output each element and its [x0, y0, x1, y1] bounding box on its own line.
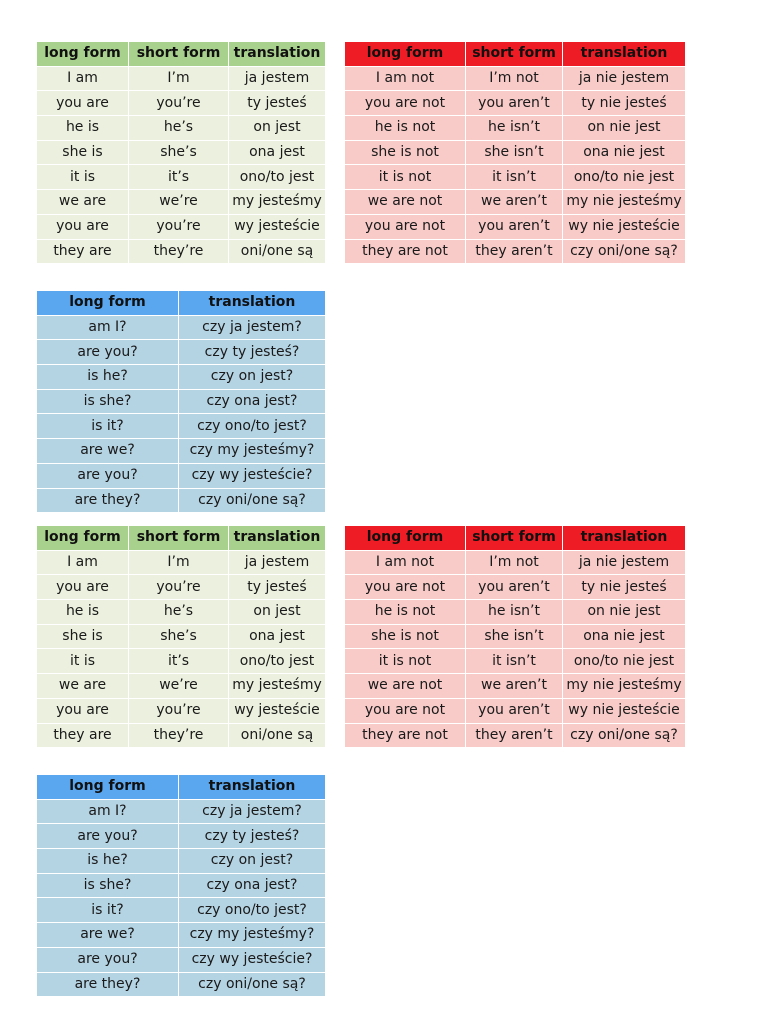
cell-translation: ty jesteś [229, 575, 326, 600]
cell-long-form: he is [37, 600, 129, 625]
cell-long-form: are we? [37, 923, 179, 948]
table-row [345, 214, 686, 239]
cell-short-form: I’m [129, 66, 229, 91]
table-row [37, 340, 326, 365]
cell-short-form: it isn’t [466, 649, 563, 674]
cell-short-form: she’s [129, 624, 229, 649]
cell-translation: czy wy jesteście? [179, 947, 326, 972]
cell-long-form: he is [37, 116, 129, 141]
table-row [345, 624, 686, 649]
cell-translation: oni/one są [229, 723, 326, 748]
header-short-form: short form [129, 42, 229, 67]
cell-translation: czy ty jesteś? [179, 340, 326, 365]
header-translation: translation [229, 526, 326, 551]
question-forms-table [36, 774, 326, 997]
cell-long-form: is it? [37, 898, 179, 923]
cell-long-form: am I? [37, 315, 179, 340]
header-translation: translation [229, 42, 326, 67]
header-long-form: long form [37, 42, 129, 67]
cell-long-form: is she? [37, 873, 179, 898]
table-row [345, 116, 686, 141]
cell-translation: on jest [229, 600, 326, 625]
cell-long-form: she is [37, 140, 129, 165]
cell-translation: wy nie jesteście [563, 698, 686, 723]
table-row [345, 698, 686, 723]
cell-long-form: are we? [37, 439, 179, 464]
cell-long-form: we are not [345, 674, 466, 699]
table-row [37, 649, 326, 674]
cell-long-form: are they? [37, 488, 179, 513]
cell-long-form: it is [37, 165, 129, 190]
cell-long-form: you are not [345, 698, 466, 723]
cell-translation: czy on jest? [179, 365, 326, 390]
table-row [37, 923, 326, 948]
table-row [37, 463, 326, 488]
table-row [345, 140, 686, 165]
header-short-form: short form [129, 526, 229, 551]
cell-translation: czy my jesteśmy? [179, 439, 326, 464]
cell-long-form: I am [37, 66, 129, 91]
table-header-row [345, 42, 686, 67]
cell-translation: czy ja jestem? [179, 799, 326, 824]
cell-long-form: we are [37, 674, 129, 699]
cell-translation: czy oni/one są? [179, 972, 326, 997]
cell-short-form: you aren’t [466, 91, 563, 116]
table-row [345, 239, 686, 264]
header-long-form: long form [37, 291, 179, 316]
cell-translation: ty nie jesteś [563, 91, 686, 116]
table-row [37, 414, 326, 439]
cell-translation: ona nie jest [563, 624, 686, 649]
cell-short-form: you’re [129, 698, 229, 723]
table-row [37, 947, 326, 972]
positive-forms-table [36, 525, 326, 748]
cell-long-form: he is not [345, 116, 466, 141]
header-translation: translation [179, 775, 326, 800]
cell-long-form: you are not [345, 91, 466, 116]
cell-short-form: I’m [129, 550, 229, 575]
header-long-form: long form [37, 526, 129, 551]
table-row [345, 723, 686, 748]
table-header-row [37, 42, 326, 67]
cell-long-form: she is not [345, 140, 466, 165]
table-row [37, 66, 326, 91]
cell-long-form: am I? [37, 799, 179, 824]
cell-short-form: I’m not [466, 66, 563, 91]
cell-long-form: you are [37, 91, 129, 116]
table-row [345, 649, 686, 674]
cell-translation: ja nie jestem [563, 66, 686, 91]
cell-translation: ono/to nie jest [563, 649, 686, 674]
cell-translation: czy ono/to jest? [179, 414, 326, 439]
table-row [37, 315, 326, 340]
cell-short-form: it isn’t [466, 165, 563, 190]
cell-short-form: we aren’t [466, 674, 563, 699]
cell-long-form: I am not [345, 550, 466, 575]
cell-translation: on nie jest [563, 116, 686, 141]
cell-short-form: they aren’t [466, 723, 563, 748]
cell-translation: czy ona jest? [179, 873, 326, 898]
cell-long-form: we are [37, 190, 129, 215]
cell-short-form: you aren’t [466, 575, 563, 600]
cell-short-form: it’s [129, 649, 229, 674]
cell-long-form: they are [37, 723, 129, 748]
cell-long-form: is he? [37, 849, 179, 874]
cell-long-form: he is not [345, 600, 466, 625]
table-row [37, 116, 326, 141]
cell-long-form: you are not [345, 214, 466, 239]
header-long-form: long form [345, 526, 466, 551]
cell-translation: on nie jest [563, 600, 686, 625]
cell-long-form: you are not [345, 575, 466, 600]
table-row [37, 898, 326, 923]
table-header-row [345, 526, 686, 551]
cell-long-form: are you? [37, 340, 179, 365]
cell-long-form: is he? [37, 365, 179, 390]
cell-translation: czy wy jesteście? [179, 463, 326, 488]
cell-translation: czy oni/one są? [563, 723, 686, 748]
table-row [37, 624, 326, 649]
table-row [37, 165, 326, 190]
cell-short-form: she isn’t [466, 624, 563, 649]
cell-long-form: we are not [345, 190, 466, 215]
table-row [37, 873, 326, 898]
cell-short-form: you’re [129, 214, 229, 239]
cell-short-form: he isn’t [466, 116, 563, 141]
cell-translation: czy on jest? [179, 849, 326, 874]
cell-translation: czy oni/one są? [179, 488, 326, 513]
cell-short-form: he isn’t [466, 600, 563, 625]
table-row [345, 674, 686, 699]
cell-long-form: they are [37, 239, 129, 264]
table-header-row [37, 526, 326, 551]
cell-long-form: it is not [345, 165, 466, 190]
table-row [37, 91, 326, 116]
cell-short-form: she’s [129, 140, 229, 165]
cell-translation: ono/to jest [229, 649, 326, 674]
cell-long-form: they are not [345, 239, 466, 264]
cell-long-form: she is not [345, 624, 466, 649]
cell-translation: czy ja jestem? [179, 315, 326, 340]
table-row [37, 190, 326, 215]
cell-short-form: you’re [129, 91, 229, 116]
cell-long-form: she is [37, 624, 129, 649]
cell-long-form: I am not [345, 66, 466, 91]
cell-translation: ty jesteś [229, 91, 326, 116]
cell-short-form: it’s [129, 165, 229, 190]
cell-short-form: they aren’t [466, 239, 563, 264]
cell-translation: czy oni/one są? [563, 239, 686, 264]
cell-short-form: he’s [129, 116, 229, 141]
header-short-form: short form [466, 42, 563, 67]
table-row [37, 214, 326, 239]
table-row [37, 575, 326, 600]
cell-translation: ona nie jest [563, 140, 686, 165]
negative-forms-table [344, 525, 686, 748]
cell-translation: wy jesteście [229, 214, 326, 239]
table-row [37, 698, 326, 723]
cell-translation: czy ty jesteś? [179, 824, 326, 849]
table-row [37, 550, 326, 575]
cell-translation: ja jestem [229, 66, 326, 91]
table-row [345, 66, 686, 91]
cell-short-form: we’re [129, 674, 229, 699]
header-translation: translation [563, 526, 686, 551]
cell-long-form: I am [37, 550, 129, 575]
table-row [37, 600, 326, 625]
cell-translation: ona jest [229, 624, 326, 649]
table-header-row [37, 775, 326, 800]
cell-long-form: are you? [37, 463, 179, 488]
cell-short-form: she isn’t [466, 140, 563, 165]
cell-translation: czy ono/to jest? [179, 898, 326, 923]
cell-long-form: are you? [37, 824, 179, 849]
cell-short-form: you aren’t [466, 698, 563, 723]
table-row [37, 239, 326, 264]
table-row [37, 488, 326, 513]
cell-long-form: is it? [37, 414, 179, 439]
table-row [345, 550, 686, 575]
cell-translation: ty nie jesteś [563, 575, 686, 600]
header-translation: translation [563, 42, 686, 67]
header-short-form: short form [466, 526, 563, 551]
table-row [37, 389, 326, 414]
cell-translation: ono/to nie jest [563, 165, 686, 190]
header-translation: translation [179, 291, 326, 316]
table-row [37, 365, 326, 390]
cell-translation: my nie jesteśmy [563, 190, 686, 215]
cell-long-form: are they? [37, 972, 179, 997]
negative-forms-table [344, 41, 686, 264]
table-row [345, 190, 686, 215]
cell-long-form: you are [37, 214, 129, 239]
cell-translation: my jesteśmy [229, 190, 326, 215]
cell-long-form: are you? [37, 947, 179, 972]
cell-translation: ja nie jestem [563, 550, 686, 575]
cell-long-form: you are [37, 575, 129, 600]
cell-short-form: you aren’t [466, 214, 563, 239]
positive-forms-table [36, 41, 326, 264]
table-row [37, 674, 326, 699]
table-row [37, 972, 326, 997]
table-row [345, 600, 686, 625]
cell-long-form: it is not [345, 649, 466, 674]
cell-translation: wy jesteście [229, 698, 326, 723]
cell-short-form: I’m not [466, 550, 563, 575]
cell-translation: wy nie jesteście [563, 214, 686, 239]
table-row [37, 140, 326, 165]
cell-translation: oni/one są [229, 239, 326, 264]
cell-translation: czy ona jest? [179, 389, 326, 414]
cell-translation: ono/to jest [229, 165, 326, 190]
table-row [37, 439, 326, 464]
cell-translation: ja jestem [229, 550, 326, 575]
cell-short-form: they’re [129, 239, 229, 264]
question-forms-table [36, 290, 326, 513]
cell-translation: on jest [229, 116, 326, 141]
cell-long-form: they are not [345, 723, 466, 748]
cell-translation: my nie jesteśmy [563, 674, 686, 699]
table-row [37, 723, 326, 748]
header-long-form: long form [345, 42, 466, 67]
cell-long-form: is she? [37, 389, 179, 414]
table-row [345, 91, 686, 116]
table-row [345, 575, 686, 600]
header-long-form: long form [37, 775, 179, 800]
cell-translation: ona jest [229, 140, 326, 165]
cell-long-form: it is [37, 649, 129, 674]
cell-short-form: they’re [129, 723, 229, 748]
table-row [37, 849, 326, 874]
table-header-row [37, 291, 326, 316]
table-row [37, 799, 326, 824]
cell-short-form: we’re [129, 190, 229, 215]
cell-short-form: we aren’t [466, 190, 563, 215]
table-row [37, 824, 326, 849]
cell-short-form: you’re [129, 575, 229, 600]
table-row [345, 165, 686, 190]
cell-translation: my jesteśmy [229, 674, 326, 699]
cell-long-form: you are [37, 698, 129, 723]
cell-short-form: he’s [129, 600, 229, 625]
cell-translation: czy my jesteśmy? [179, 923, 326, 948]
